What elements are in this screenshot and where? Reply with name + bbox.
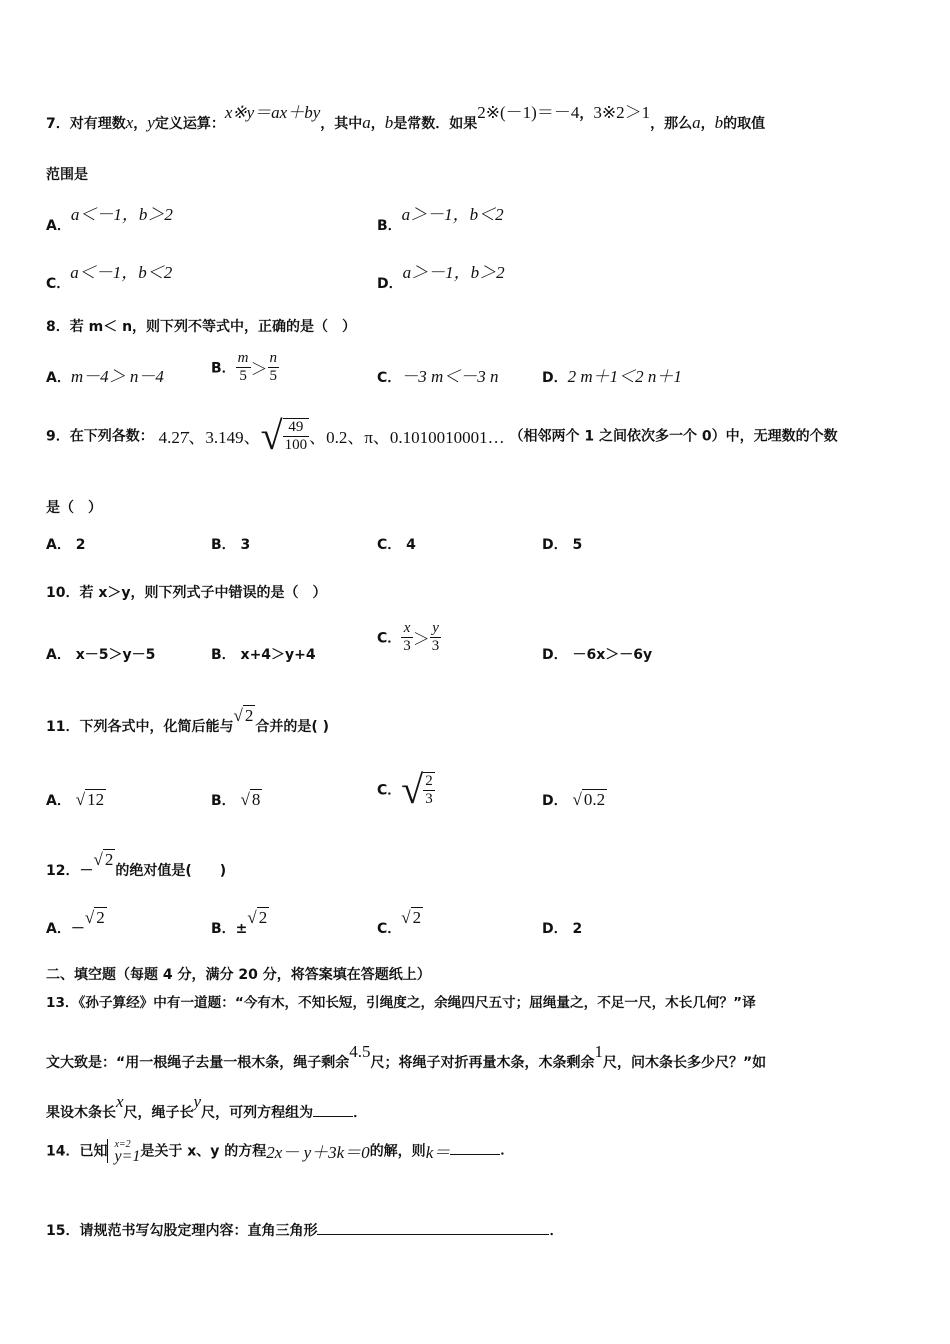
- radicand: 8: [251, 790, 261, 809]
- q8-option-b[interactable]: [211, 350, 279, 385]
- q12-option-a[interactable]: [46, 908, 107, 938]
- option-prefix: －: [70, 921, 85, 937]
- radical-icon: √: [401, 908, 411, 927]
- q10-option-c[interactable]: [377, 620, 441, 655]
- q13-value-1: 1: [594, 1042, 603, 1061]
- fraction-numerator: y: [430, 620, 442, 638]
- radicand: 2: [412, 908, 422, 927]
- q13-answer-blank[interactable]: [313, 1102, 353, 1117]
- q13-line3a: 果设木条长: [46, 1105, 116, 1121]
- q12-option-b[interactable]: [211, 908, 269, 938]
- fraction-numerator: m: [237, 350, 249, 366]
- option-label: B．: [377, 218, 402, 234]
- q13-line3: [46, 1092, 368, 1122]
- option-label: C．: [377, 921, 402, 937]
- q7-var-a2: a: [692, 113, 701, 132]
- q11-option-d[interactable]: [542, 790, 607, 810]
- option-label: B．: [211, 921, 236, 937]
- q14-stem: [46, 1138, 514, 1163]
- radicand: 2: [96, 908, 105, 927]
- q14-mid: 是关于 x、y 的方程: [140, 1143, 267, 1160]
- q15-answer-blank[interactable]: [317, 1220, 549, 1235]
- q7-tail: ，那么: [650, 116, 693, 132]
- option-expr: x+4＞y+4: [240, 647, 316, 663]
- option-label: B．: [211, 793, 236, 809]
- fraction-numerator: n: [269, 350, 278, 366]
- option-label: A．: [46, 793, 71, 809]
- greater-than: ＞: [412, 630, 430, 649]
- fraction-2-over-3: [423, 772, 435, 808]
- q13-line3b: 尺，绳子长: [123, 1105, 194, 1121]
- q10-option-d[interactable]: [542, 644, 652, 664]
- q14-equation: 2x－ y＋3k＝0: [266, 1143, 370, 1162]
- q9-numbers-a: 4.27̇、3.149、: [158, 428, 261, 447]
- radical-icon: √: [233, 706, 243, 725]
- option-label: A．: [46, 218, 71, 234]
- fraction-denominator: 3: [431, 638, 440, 654]
- option-label: C．: [377, 630, 402, 647]
- q9-lead: 9．在下列各数：: [46, 428, 154, 445]
- q11-option-b[interactable]: [211, 790, 262, 810]
- q13-var-x: x: [116, 1092, 124, 1111]
- option-label: C．: [377, 537, 402, 553]
- option-value: 4: [406, 537, 416, 553]
- q7-var-b2: b: [714, 113, 724, 132]
- q13-end: ．: [353, 1105, 368, 1121]
- q14-tail: 的解，则: [369, 1143, 426, 1160]
- q8-option-d[interactable]: [542, 362, 682, 387]
- sqrt-8: [241, 789, 263, 809]
- q7-comma: ，: [133, 116, 148, 132]
- q8-stem: 8．若 m＜ n，则下列不等式中，正确的是（ ）: [46, 319, 357, 335]
- option-value: 3: [240, 537, 251, 553]
- radicand: 2: [244, 706, 254, 725]
- q9-option-d[interactable]: [542, 534, 582, 554]
- fraction-x-over-3: [401, 620, 413, 655]
- q14-k: k＝: [425, 1143, 451, 1162]
- fraction-numerator: 49: [283, 419, 310, 437]
- option-value: 5: [572, 537, 583, 553]
- sqrt-2: [247, 908, 269, 927]
- option-expr: a＜－1，b＜2: [70, 263, 173, 282]
- option-label: A．: [46, 921, 71, 937]
- fraction-y-over-3: [430, 620, 442, 655]
- q7-condition-1: 2※(－1)＝－4: [477, 103, 580, 122]
- q13-var-y: y: [193, 1092, 202, 1111]
- sqrt-2: [401, 908, 423, 927]
- q7-mid: 定义运算：: [154, 116, 225, 132]
- q9-option-b[interactable]: [211, 534, 250, 554]
- sqrt-2: [233, 706, 255, 725]
- option-value: 2: [75, 537, 86, 553]
- q7-comma3: ，: [700, 116, 715, 132]
- radicand: 2: [258, 908, 268, 927]
- q12-tail: 的绝对值是( ): [115, 863, 227, 879]
- q7-stem-line2: 范围是: [46, 167, 88, 183]
- q8-option-c[interactable]: [377, 362, 499, 387]
- q9-numbers-b: 、0.2、π、0.1010010001…: [309, 428, 505, 447]
- q7-stem: [46, 103, 766, 133]
- radical-icon: √: [247, 908, 257, 927]
- option-label: C．: [46, 276, 71, 292]
- radical-icon: √: [572, 790, 582, 809]
- q9-option-c[interactable]: [377, 534, 416, 554]
- option-expr: 2 m＋1＜2 n＋1: [567, 367, 682, 386]
- fraction-denominator: 3: [403, 638, 411, 654]
- radicand: 2: [104, 850, 114, 869]
- q9-stem: [46, 412, 838, 459]
- option-expr: －6x＞－6y: [572, 647, 653, 663]
- q10-option-b[interactable]: [211, 644, 316, 664]
- option-expr: －3 m＜－3 n: [401, 367, 499, 386]
- q9-option-a[interactable]: [46, 534, 85, 554]
- q11-tail: 合并的是( ): [255, 719, 329, 735]
- option-value: 2: [572, 921, 583, 937]
- option-label: B．: [211, 360, 236, 377]
- radical-icon: √: [75, 790, 86, 809]
- q11-option-c[interactable]: [377, 766, 435, 813]
- option-label: C．: [377, 782, 402, 799]
- greater-than: ＞: [250, 360, 268, 379]
- q8-option-a[interactable]: [46, 362, 164, 387]
- radicand: 12: [87, 790, 105, 809]
- q10-stem: 10．若 x＞y，则下列式子中错误的是（ ）: [46, 585, 327, 601]
- option-label: C．: [377, 370, 402, 386]
- radical-icon: √: [93, 850, 103, 869]
- system-line-2: y=1: [114, 1147, 141, 1165]
- q14-answer-blank[interactable]: [450, 1140, 500, 1155]
- fraction-denominator: 5: [239, 368, 247, 384]
- q12-lead: 12．－: [46, 863, 94, 879]
- option-label: B．: [211, 537, 236, 553]
- q9-stem-line2: 是（ ）: [46, 500, 102, 516]
- option-expr: a＞－1，b＞2: [402, 263, 505, 282]
- fraction-n-over-5: [268, 350, 280, 385]
- option-label: D．: [542, 537, 568, 553]
- system-line-1: x=2: [114, 1138, 131, 1150]
- fraction-denominator: 3: [425, 790, 433, 807]
- sqrt-12: [76, 789, 106, 809]
- fraction-denominator: 5: [269, 368, 278, 384]
- q13-line2: [46, 1042, 767, 1072]
- q7-sep: ，: [579, 106, 594, 122]
- option-expr: x－5＞y－5: [75, 647, 156, 663]
- q7-condition-2: 3※2＞1: [593, 103, 651, 122]
- q15-stem: [46, 1220, 563, 1240]
- q7-option-d[interactable]: [377, 258, 505, 292]
- q13-line1: 13．《孙子算经》中有一道题：“今有木，不知长短，引绳度之，余绳四尺五寸；屈绳量之，不足一尺，木长几何？”译: [46, 995, 756, 1011]
- option-label: D．: [542, 647, 568, 663]
- option-label: D．: [377, 276, 403, 292]
- q7-operation: x※y＝ax＋by: [224, 103, 321, 122]
- fraction-numerator: 2: [425, 772, 433, 789]
- q13-line2a: 文大致是：“用一根绳子去量一根木条，绳子剩余: [46, 1055, 350, 1071]
- q7-comma2: ，: [370, 116, 385, 132]
- radical-icon: √: [401, 767, 424, 812]
- option-expr: a＜－1，b＞2: [70, 205, 173, 224]
- q13-value-4-5: 4.5: [349, 1042, 371, 1061]
- radical-icon: √: [240, 790, 250, 809]
- fraction-m-over-5: [236, 350, 251, 385]
- section-2-title: 二、填空题（每题 4 分，满分 20 分，将答案填在答题纸上）: [46, 967, 431, 983]
- fraction-denominator: 100: [284, 436, 308, 453]
- q9-tail: （相邻两个 1 之间依次多一个 0）中，无理数的个数: [509, 428, 838, 445]
- q10-option-a[interactable]: [46, 644, 155, 664]
- option-label: B．: [211, 647, 236, 663]
- option-label: A．: [46, 370, 71, 386]
- option-label: D．: [542, 370, 568, 386]
- sqrt-2: [85, 908, 107, 927]
- option-expr: m－4＞ n－4: [70, 367, 164, 386]
- sqrt-2: [93, 850, 115, 869]
- option-label: D．: [542, 921, 568, 937]
- q12-stem: [46, 850, 227, 880]
- q7-option-b[interactable]: [377, 200, 504, 234]
- q7-var-y: y: [147, 113, 155, 132]
- radical-icon: √: [260, 413, 283, 458]
- q15-end: ．: [549, 1223, 564, 1239]
- option-prefix: ±: [235, 921, 248, 937]
- q15-lead: 15．请规范书写勾股定理内容：直角三角形: [46, 1223, 318, 1239]
- q14-lead: 14．已知: [46, 1143, 108, 1160]
- q11-option-a[interactable]: [46, 790, 106, 810]
- fraction-49-over-100: [283, 418, 310, 454]
- q7-tail2: 的取值: [723, 116, 766, 132]
- q7-var-a: a: [362, 113, 371, 132]
- option-label: D．: [542, 793, 568, 809]
- q7-mid3: 是常数．如果: [393, 116, 478, 132]
- sqrt-fraction: [261, 412, 309, 459]
- q7-option-c[interactable]: [46, 258, 173, 292]
- q12-option-d[interactable]: [542, 918, 582, 938]
- radicand: 0.2: [583, 790, 606, 809]
- q7-var-b: b: [384, 113, 394, 132]
- q13-line2b: 尺；将绳子对折再量木条，木条剩余: [370, 1055, 595, 1071]
- q7-option-a[interactable]: [46, 200, 173, 234]
- q11-lead: 11．下列各式中，化简后能与: [46, 719, 234, 735]
- q13-line2c: 尺，问木条长多少尺？”如: [602, 1055, 767, 1071]
- q11-stem: [46, 706, 329, 736]
- option-label: A．: [46, 647, 71, 663]
- option-label: A．: [46, 537, 71, 553]
- radical-icon: √: [84, 908, 95, 927]
- sqrt-0-2: [573, 789, 608, 809]
- q13-line3c: 尺，可列方程组为: [201, 1105, 314, 1121]
- q7-mid2: ，其中: [320, 116, 363, 132]
- option-expr: a＞－1，b＜2: [401, 205, 504, 224]
- equation-system: [107, 1139, 140, 1163]
- q7-var-x: x: [125, 113, 134, 132]
- q12-option-c[interactable]: [377, 908, 423, 938]
- sqrt-fraction: [401, 766, 434, 813]
- q14-end: ．: [500, 1142, 515, 1159]
- fraction-numerator: x: [401, 620, 413, 638]
- q7-lead: 7．对有理数: [46, 116, 126, 132]
